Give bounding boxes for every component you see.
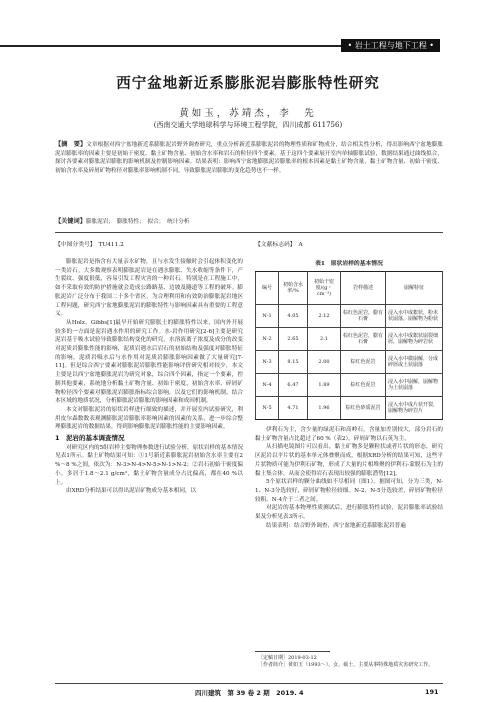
paragraph: 结果表明：结合野外调查，西宁盆地新近系膨胀泥岩普遍 <box>266 522 406 529</box>
paragraph: 5个原状岩样的颗分曲线如不尽相同（图1）。据图可知，分为三类，N-1、N-3分选较好，碎屑矿物粒径较细。N-2、N-5分选较差，碎屑矿物粒径较粗。N-4介于二者之间。 <box>255 479 443 503</box>
table-cell: 2.12 <box>308 305 341 328</box>
paragraph: 膨胀泥岩是指含有大量亲水矿物，且与水发生接触时会引起体积变化的一类岩石。大多数观察表明膨胀泥岩是在遇水膨胀、失水收缩等条件下，产生裂纹、强度很低，容易引发工程灾害的一种岩石。特别是在工程施工中，如不采取有效的防护措施就会造成公路路基、边坡及隧道等工程的破坏。膨胀泥岩广泛分布于我国二十多个省区，为合理利用和有效防治膨胀泥岩地区工程问题，研究西宁盆地膨胀泥岩的膨胀特性与影响因素具有重要的工程意义。 <box>55 259 243 318</box>
table-header: 岩样描述 <box>341 272 386 305</box>
table-cell: 1.96 <box>308 397 341 420</box>
paragraph: 伊利石为主，含少量的绿泥石和高岭石，含量加差别较大，部分岩石的黏土矿物含量占比超过了60 %（表2）。碎屑矿物以石英为主。 <box>255 427 443 442</box>
sample-table <box>255 271 443 420</box>
keywords-label: 【关键词】 <box>55 218 86 225</box>
footer-rule <box>55 683 443 684</box>
table-cell: 浸入水中微崩解，分成碎屑或土状崩落 <box>386 351 443 374</box>
table-row <box>256 397 443 420</box>
footnote <box>258 655 443 670</box>
table-cell: N-3 <box>256 351 279 374</box>
right-text <box>255 426 443 530</box>
table-cell: 2.65 <box>279 328 308 351</box>
journal-info: 四川建筑 第 39 卷 2 期 2019. 4 <box>195 689 304 697</box>
abstract <box>55 141 443 175</box>
table-title: 表1 原状岩样的基本情况 <box>315 261 383 267</box>
table-cell: 浸入水中崩解，崩解物为土状崩落 <box>386 374 443 397</box>
abstract-text: 文章根据对西宁盆地新近系膨胀泥岩野外调查研究，重点分析新近系膨胀泥岩的物理性质和矿物成分，结合相关性分析，得出影响西宁盆地膨胀泥岩膨胀率的因素主要是初始干密度、黏土矿物含量、初始含水率和岩石的粒径四个要素。基于这四个要素展开室内单轴膨胀试验，数据结果通过曲线拟合，探讨各要素对膨胀泥岩膨胀的影响机制及控制影响因素。结果表明：影响西宁盆地膨胀泥岩膨胀率的根本因素是黏土矿物含量，黏土矿物含量、初始干密度、初始含水率及碎屑矿物粒径对膨胀率影响机制不同，导致膨胀泥岩膨胀的变化趋势也不一样。 <box>55 142 443 174</box>
table-cell: 棕红色泥岩，膨有石膏 <box>341 305 386 328</box>
abstract-label: 【摘 要】 <box>55 141 87 148</box>
right-column <box>255 258 443 530</box>
page-number: 191 <box>425 688 439 696</box>
table-header: 编号 <box>256 272 279 305</box>
table-cell: 棕红色砂质泥岩 <box>341 397 386 420</box>
table-row <box>256 374 443 397</box>
left-column <box>55 258 243 496</box>
table-cell: 棕红色泥岩 <box>341 374 386 397</box>
table-header-row <box>256 272 443 305</box>
paragraph: 由XRD分析结果可以得出泥岩矿物成分基本相同，以 <box>66 488 197 495</box>
doc-code: 【文献标志码】 A <box>255 242 303 248</box>
paragraph: 对研究区内的5组岩样主要物理参数进行试验分析，原状岩样的基本情况见表1所示。黏土矿物结果可知：①1号新近系膨胀泥岩初始含水率主要在2 %～8 %之间，依次为：N-3>N-4>N-5>N-1>N-2；②岩石初始干密度偏小，多居于1.8～2.1 g/cm³，黏土矿物含量成分占比偏高，都在40 %以上。 <box>55 444 243 486</box>
table-cell: 浸入水中成片状开裂，崩解物为碎岩片 <box>386 397 443 420</box>
paper-title: 西宁盆地新近系膨胀泥岩膨胀特性研究 <box>116 75 380 92</box>
table-header: 崩解特征 <box>386 272 443 305</box>
footnote-author: ［作者简介］黄如玉（1993～），女，硕士，主要从事特殊地质灾害研究工作。 <box>258 662 434 669</box>
keywords-text: 膨胀泥岩； 膨胀特性； 拟合； 统计分析 <box>85 219 190 225</box>
footnote-rule <box>255 651 330 652</box>
table-row <box>256 351 443 374</box>
table-cell: N-2 <box>256 328 279 351</box>
clc-code: 【中图分类号】 TU411.2 <box>55 242 124 248</box>
paragraph: 本文对膨胀泥岩的原状岩样进行细致的描述，并开展室内试验研究，利用皮尔森数数表观测膨胀泥岩膨胀率影响因素的因素的关系，进一步综合整理膨胀泥岩的数据结果，得到影响膨胀泥岩膨胀性能的主要影响因素。 <box>55 406 243 431</box>
table-row <box>256 328 443 351</box>
table-cell: N-1 <box>256 305 279 328</box>
section-heading: 1 泥岩的基本调查情况 <box>55 434 125 443</box>
table-cell: 4.71 <box>279 397 308 420</box>
affiliation: (西南交通大学地球科学与环境工程学院，四川成都 611756) <box>153 121 343 129</box>
paragraph: 对泥岩的基本物理性质测试后，进行膨胀特性试验，泥岩膨胀率试验结果及分析见表3所示。 <box>255 505 443 521</box>
paragraph: 从Holz、Gibbs[1]最早开始研究膨胀土的膨胀特性以来，国内外开展较多的一方面是泥岩遇水作用的研究工作。水-岩作用研究[2-6]主要是研究泥岩基于吸水试验导致膨胀结构变化的研究，水溶液离子浓度及成分的改变对泥质岩膨胀性能的影响，泥质岩遇水后岩石的初始结构及强度对膨胀特征的影响，泥质岩吸水后与水作用对泥质岩膨胀影响因素做了大量研究[7-11]。但是综合西宁要素对膨胀泥岩膨胀性能影响评价研究相对较少，本文主要是以西宁盆地膨胀泥岩为研究对象，综合四个因素，指定一个要素，控制其他要素，系统地分析黏土矿物含量、初始干密度、初始含水率、碎屑矿物粒径四个要素对膨胀泥岩膨胀指标综合影响，以及它们的影响机制。结合本区域的地质状况，分析膨胀泥岩膨胀的影响因素和成因机制。 <box>55 319 243 405</box>
table-cell: 8.15 <box>279 351 308 374</box>
paragraph: 从扫描电镜图片可以看出，黏土矿物多是颗粒状或者片状的形态。研究区泥岩以平片状的基本单元体叠聚而成，根据XRD分析的结果可知，这些平片状物质可能为伊利石矿物，形成了大量的片相堆聚的伊利石-蒙脱石为主的黏土集合体，从而会使得岩石表现出较强的膨胀潜势[12]。 <box>255 444 443 477</box>
table-cell: 2.1 <box>308 328 341 351</box>
table-cell: 棕红色泥岩，膨有石膏 <box>341 328 386 351</box>
keywords <box>55 216 443 225</box>
footnote-date: ［定稿日期］2019-03-12 <box>258 655 317 661</box>
table-cell: 浸入水中成絮状崩裂细屑，崩解物为碎岩状 <box>386 328 443 351</box>
table-cell: 6.47 <box>279 374 308 397</box>
table-header: 初始干密度/(g・cm⁻³) <box>308 272 341 305</box>
table-cell: N-5 <box>256 397 279 420</box>
table-cell: 棕红色泥岩 <box>341 351 386 374</box>
authors: 黄如玉，苏靖杰，李 先 <box>179 108 317 119</box>
section-tag: • 岩土工程与地下工程 • <box>341 39 440 52</box>
classification-row <box>55 239 443 248</box>
table-cell: N-4 <box>256 374 279 397</box>
table-row <box>256 305 443 328</box>
table-cell: 1.89 <box>308 374 341 397</box>
table-cell: 浸入水中成絮状，粉末状崩落，崩解物为粉状 <box>386 305 443 328</box>
section-header <box>0 39 440 52</box>
table-header: 初始含水率/% <box>279 272 308 305</box>
table-cell: 4.05 <box>279 305 308 328</box>
divider <box>55 232 443 233</box>
header-rule <box>0 45 341 47</box>
table-cell: 2.00 <box>308 351 341 374</box>
